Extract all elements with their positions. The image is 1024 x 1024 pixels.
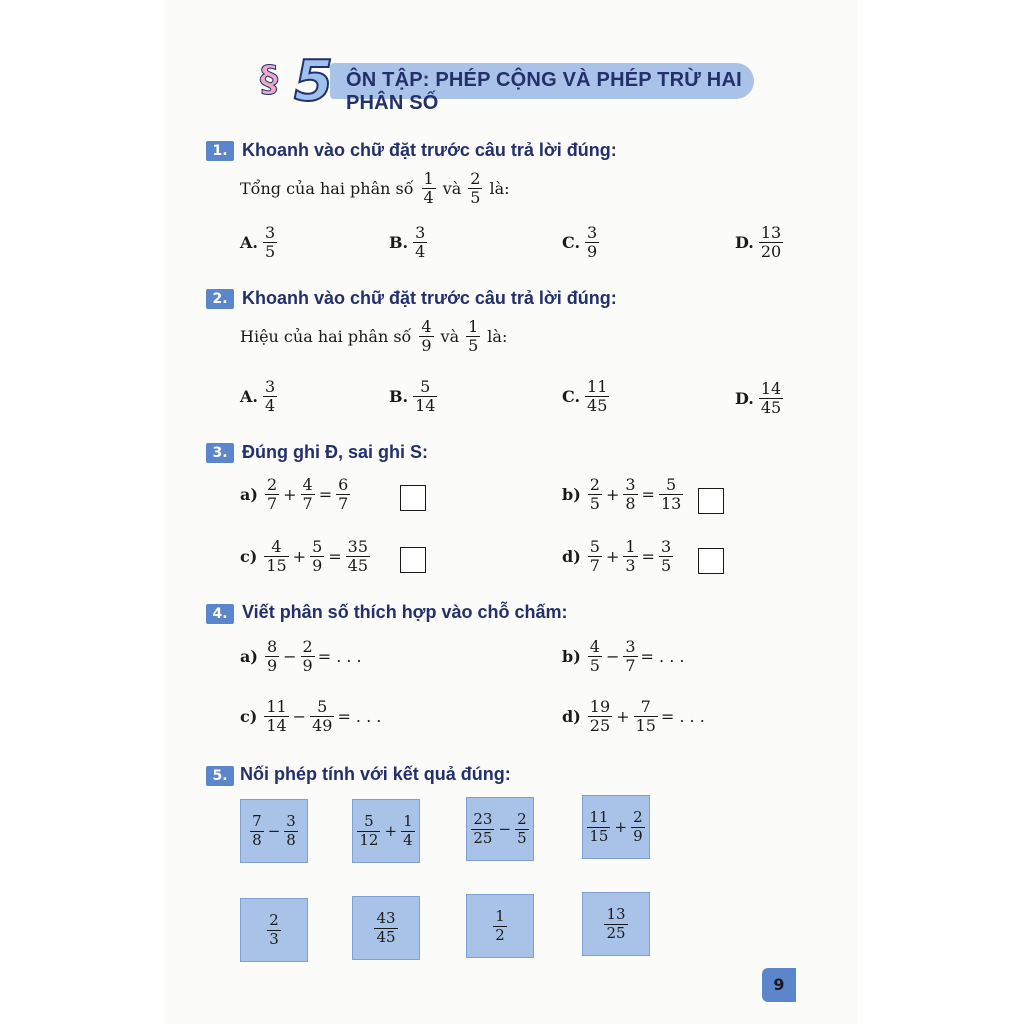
result-card[interactable]: $\frac{13}{25}$ bbox=[582, 892, 650, 956]
exercise-2-title: Khoanh vào chữ đặt trước câu trả lời đúng: bbox=[242, 288, 617, 308]
result-card[interactable]: $\frac{43}{45}$ bbox=[352, 896, 420, 960]
exercise-2-option-a[interactable]: A. $\frac{3}{4}$ bbox=[240, 377, 276, 416]
exercise-4-title: Viết phân số thích hợp vào chỗ chấm: bbox=[242, 602, 568, 622]
answer-box-a[interactable] bbox=[400, 485, 426, 511]
result-card[interactable]: $\frac{1}{2}$ bbox=[466, 894, 534, 958]
exercise-1-option-c[interactable]: C. $\frac{3}{9}$ bbox=[562, 223, 598, 262]
section-sign: § bbox=[260, 59, 278, 100]
exercise-2-option-d[interactable]: D. $\frac{14}{45}$ bbox=[735, 379, 782, 418]
exercise-4-item-d: d) $\frac{19}{25}$ + $\frac{7}{15}$ = . . . bbox=[562, 697, 705, 736]
operation-card[interactable]: $\frac{7}{8}$ − $\frac{3}{8}$ bbox=[240, 799, 308, 863]
section-number: 5 bbox=[294, 49, 333, 114]
exercise-2-option-b[interactable]: B. $\frac{5}{14}$ bbox=[389, 377, 436, 416]
exercise-3-badge: 3. bbox=[206, 443, 234, 463]
exercise-2-option-c[interactable]: C. $\frac{11}{45}$ bbox=[562, 377, 608, 416]
operation-card[interactable]: $\frac{23}{25}$ − $\frac{2}{5}$ bbox=[466, 797, 534, 861]
section-header bbox=[258, 49, 758, 114]
exercise-1-question bbox=[240, 170, 510, 208]
exercise-3-item-d: d) $\frac{5}{7}$ + $\frac{1}{3}$ = $\frac{3}{5}$ bbox=[562, 537, 672, 576]
fraction: $\frac{2}{5}$ bbox=[470, 169, 481, 208]
operation-card[interactable]: $\frac{5}{12}$ + $\frac{1}{4}$ bbox=[352, 799, 420, 863]
blank-answer[interactable]: = . . . bbox=[317, 647, 362, 667]
fraction: $\frac{1}{4}$ bbox=[423, 169, 434, 208]
question-conjunction: và bbox=[442, 179, 462, 199]
section-title: ÔN TẬP: PHÉP CỘNG VÀ PHÉP TRỪ HAI PHÂN SỐ bbox=[346, 69, 742, 114]
answer-box-d[interactable] bbox=[698, 548, 724, 574]
exercise-2-badge: 2. bbox=[206, 289, 234, 309]
result-card[interactable]: $\frac{2}{3}$ bbox=[240, 898, 308, 962]
operation-card[interactable]: $\frac{11}{15}$ + $\frac{2}{9}$ bbox=[582, 795, 650, 859]
exercise-1-badge: 1. bbox=[206, 141, 234, 161]
question-conjunction: và bbox=[440, 327, 460, 347]
exercise-4-item-a: a) $\frac{8}{9}$ − $\frac{2}{9}$ = . . . bbox=[240, 637, 362, 676]
exercise-5-badge: 5. bbox=[206, 766, 234, 786]
blank-answer[interactable]: = . . . bbox=[640, 647, 685, 667]
exercise-4-item-b: b) $\frac{4}{5}$ − $\frac{3}{7}$ = . . . bbox=[562, 637, 685, 676]
answer-box-c[interactable] bbox=[400, 547, 426, 573]
exercise-3-title: Đúng ghi Đ, sai ghi S: bbox=[242, 442, 428, 462]
exercise-3-item-c: c) $\frac{4}{15}$ + $\frac{5}{9}$ = $\frac{35}{45}$ bbox=[240, 537, 369, 576]
exercise-5-title: Nối phép tính với kết quả đúng: bbox=[240, 764, 511, 784]
answer-box-b[interactable] bbox=[698, 488, 724, 514]
blank-answer[interactable]: = . . . bbox=[337, 707, 382, 727]
exercise-1-option-d[interactable]: D. $\frac{13}{20}$ bbox=[735, 223, 782, 262]
exercise-4-item-c: c) $\frac{11}{14}$ − $\frac{5}{49}$ = . . . bbox=[240, 697, 382, 736]
question-prefix: Tổng của hai phân số bbox=[240, 179, 414, 199]
exercise-3-item-b: b) $\frac{2}{5}$ + $\frac{3}{8}$ = $\frac{5}{13}$ bbox=[562, 475, 682, 514]
exercise-1-option-b[interactable]: B. $\frac{3}{4}$ bbox=[389, 223, 426, 262]
page-number: 9 bbox=[762, 968, 796, 1002]
exercise-1-option-a[interactable]: A. $\frac{3}{5}$ bbox=[240, 223, 276, 262]
exercise-1-title: Khoanh vào chữ đặt trước câu trả lời đúng: bbox=[242, 140, 617, 160]
question-suffix: là: bbox=[487, 327, 508, 347]
fraction: $\frac{1}{5}$ bbox=[468, 317, 479, 356]
question-suffix: là: bbox=[489, 179, 510, 199]
question-prefix: Hiệu của hai phân số bbox=[240, 327, 412, 347]
exercise-2-question bbox=[240, 318, 507, 356]
fraction: $\frac{4}{9}$ bbox=[421, 317, 432, 356]
exercise-4-badge: 4. bbox=[206, 604, 234, 624]
exercise-3-item-a: a) $\frac{2}{7}$ + $\frac{4}{7}$ = $\frac{6}{7}$ bbox=[240, 475, 349, 514]
blank-answer[interactable]: = . . . bbox=[660, 707, 705, 727]
